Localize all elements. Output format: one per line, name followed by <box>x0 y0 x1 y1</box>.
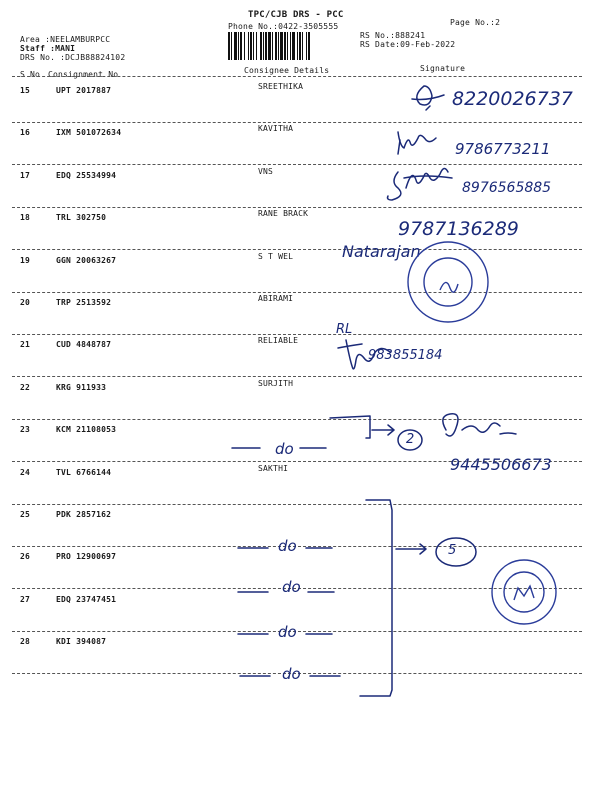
handwritten-ditto: do <box>278 623 297 641</box>
handwritten-ditto: do <box>278 537 297 555</box>
phone-number: Phone No.:0422-3505555 <box>228 22 339 31</box>
drs-number: DRS No. :DCJB88824102 <box>20 53 126 62</box>
row-sno: 21 <box>20 340 31 350</box>
handwritten-phone: 8220026737 <box>452 88 573 110</box>
row-consignment: TRL 302750 <box>56 213 107 223</box>
row-sno: 23 <box>20 425 31 435</box>
row-consignment: TVL 6766144 <box>56 467 112 477</box>
handwritten-ditto: do <box>282 665 301 683</box>
signature-row-17 <box>388 168 453 200</box>
row-sno: 25 <box>20 510 31 519</box>
row-consignment: TRP 2513592 <box>56 298 112 307</box>
row-consignee: RANE BRACK <box>258 209 309 219</box>
handwritten-phone: 9786773211 <box>455 140 551 158</box>
row-sno: 28 <box>20 637 31 647</box>
column-consignee: Consignee Details <box>244 66 330 75</box>
signature-row-23 <box>443 414 516 436</box>
row-sno: 19 <box>20 255 31 265</box>
column-consignment: Consignment No <box>48 70 119 79</box>
row-consignee: RELIABLE <box>258 336 299 346</box>
handwritten-phone: 983855184 <box>368 348 443 363</box>
handwritten-count: 2 <box>406 432 415 447</box>
row-consignee: SURJITH <box>258 378 294 388</box>
row-consignment: KRG 911933 <box>56 382 107 392</box>
row-consignment: PRO 12900697 <box>56 552 117 562</box>
row-consignee: SAKTHI <box>258 463 289 473</box>
signature-row-15 <box>412 86 444 110</box>
row-consignee: ABIRAMI <box>258 294 294 303</box>
row-sno: 16 <box>20 128 31 138</box>
handwritten-phone: 9445506673 <box>450 455 552 474</box>
row-consignment: GGN 20063267 <box>56 255 117 265</box>
handwritten-count: 5 <box>448 543 457 558</box>
handwritten-phone: 8976565885 <box>462 180 552 196</box>
row-sno: 20 <box>20 298 31 307</box>
row-sno: 15 <box>20 86 31 95</box>
row-consignment: KDI 394087 <box>56 637 107 647</box>
area-label: Area :NEELAMBURPCC <box>20 35 111 44</box>
page-number: Page No.:2 <box>450 18 501 27</box>
row-sno: 24 <box>20 467 31 477</box>
column-signature: Signature <box>420 64 466 73</box>
rs-date: RS Date:09-Feb-2022 <box>360 40 456 49</box>
row-sno: 26 <box>20 552 31 562</box>
round-stamp <box>408 242 488 322</box>
row-sno: 17 <box>20 170 31 180</box>
row-consignee: VNS <box>258 166 274 176</box>
row-consignment: KCM 21108053 <box>56 425 117 435</box>
row-consignee: KAVITHA <box>258 124 294 134</box>
row-consignment: IXM 501072634 <box>56 128 122 138</box>
handwritten-note: RL <box>336 322 353 337</box>
row-consignee: S T WEL <box>258 251 294 261</box>
document-title: TPC/CJB DRS - PCC <box>248 10 344 20</box>
row-sno: 27 <box>20 594 31 604</box>
handwritten-name: Natarajan <box>342 242 421 261</box>
column-sno: S No <box>20 70 41 79</box>
row-consignment: PDK 2857162 <box>56 510 112 519</box>
row-consignment: CUD 4848787 <box>56 340 112 350</box>
signature-row-16 <box>398 132 436 154</box>
signature-row-21 <box>338 340 390 369</box>
handwritten-phone: 9787136289 <box>398 218 519 240</box>
row-consignment: EDQ 23747451 <box>56 594 117 604</box>
row-consignment: EDQ 25534994 <box>56 170 117 180</box>
row-consignment: UPT 2017887 <box>56 86 112 95</box>
rs-number: RS No.:888241 <box>360 31 426 40</box>
row-consignee: SREETHIKA <box>258 82 304 91</box>
staff-label: Staff :MANI <box>20 44 76 53</box>
row-sno: 18 <box>20 213 31 223</box>
row-sno: 22 <box>20 382 31 392</box>
handwritten-ditto: do <box>275 440 294 458</box>
institution-seal <box>492 560 556 624</box>
handwritten-ditto: do <box>282 578 301 596</box>
